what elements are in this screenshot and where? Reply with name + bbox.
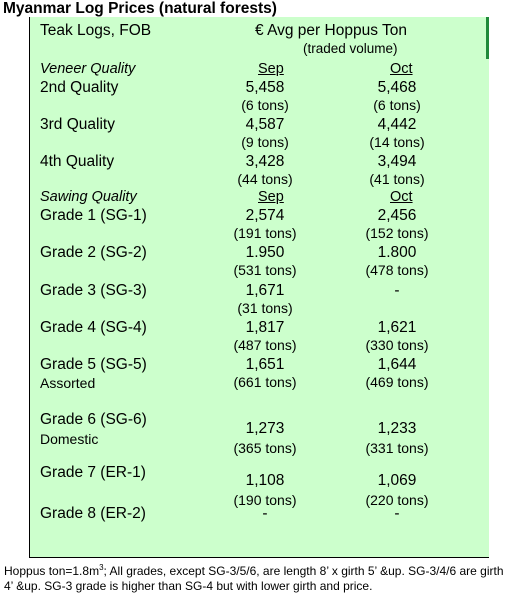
period-sep-sawing: Sep (258, 189, 284, 205)
oct-price: 2,456 (377, 207, 417, 224)
oct-volume: (330 tons) (365, 337, 429, 353)
sep-price: 1,651 (245, 356, 285, 373)
sep-volume: (190 tons) (233, 492, 297, 508)
grade-label: 3rd Quality (40, 116, 115, 133)
unit-header: € Avg per Hoppus Ton (255, 22, 407, 39)
sep-price: 4,587 (245, 116, 285, 133)
grade-label: Grade 3 (SG-3) (40, 282, 147, 299)
oct-price: 1,644 (377, 356, 417, 373)
oct-price: 5,468 (377, 79, 417, 96)
sep-price: 1,817 (245, 319, 285, 336)
sep-price: 1,273 (245, 420, 285, 437)
section-label-sawing: Sawing Quality (40, 189, 137, 205)
oct-price: - (394, 505, 400, 522)
sep-volume: (31 tons) (237, 300, 293, 316)
sep-volume: (661 tons) (233, 374, 297, 390)
section-label-veneer: Veneer Quality (40, 61, 136, 77)
panel-accent-bar (486, 17, 489, 59)
oct-volume: (469 tons) (365, 374, 429, 390)
grade-label: 2nd Quality (40, 79, 119, 96)
oct-price: 1.800 (377, 244, 417, 261)
sep-volume: (6 tons) (241, 97, 289, 113)
footnote (4, 560, 514, 594)
sep-volume: (365 tons) (233, 440, 297, 456)
grade-label: Grade 6 (SG-6) (40, 411, 147, 428)
period-oct-sawing: Oct (390, 189, 413, 205)
oct-price: - (394, 282, 400, 299)
period-oct-veneer: Oct (390, 61, 413, 77)
period-sep-veneer: Sep (258, 61, 284, 77)
oct-volume: (152 tons) (365, 225, 429, 241)
grade-label: Grade 1 (SG-1) (40, 207, 147, 224)
grade-label: Grade 4 (SG-4) (40, 319, 147, 336)
grade-sublabel: Assorted (40, 375, 96, 391)
sep-volume: (531 tons) (233, 262, 297, 278)
unit-note: (traded volume) (303, 41, 398, 56)
sep-price: - (262, 505, 268, 522)
oct-volume: (6 tons) (373, 97, 421, 113)
oct-price: 1,233 (377, 420, 417, 437)
grade-label: Grade 5 (SG-5) (40, 356, 147, 373)
oct-volume: (14 tons) (369, 134, 425, 150)
oct-price: 1,069 (377, 472, 417, 489)
sep-volume: (9 tons) (241, 134, 289, 150)
grade-sublabel: Domestic (40, 431, 99, 447)
oct-volume: (41 tons) (369, 171, 425, 187)
oct-volume: (220 tons) (365, 492, 429, 508)
sep-price: 1,671 (245, 282, 285, 299)
footnote-text: ; All grades, except SG-3/5/6, are length 8’ x girth 5’ &up. SG-3/4/6 are girth 4’ &up. SG-3 grade is higher than SG-4 but with lower girth and price. (4, 564, 504, 593)
sep-volume: (44 tons) (237, 171, 293, 187)
page-title: Myanmar Log Prices (natural forests) (3, 0, 277, 17)
sep-price: 3,428 (245, 153, 285, 170)
grade-label: Grade 8 (ER-2) (40, 505, 146, 522)
grade-label: Grade 7 (ER-1) (40, 464, 146, 481)
oct-price: 4,442 (377, 116, 417, 133)
product-header: Teak Logs, FOB (40, 22, 152, 39)
footnote-prefix: Hoppus ton=1.8m (4, 564, 100, 578)
sep-volume: (191 tons) (233, 225, 297, 241)
footnote-superscript: 3 (99, 563, 104, 572)
sep-price: 2,574 (245, 207, 285, 224)
sep-volume: (487 tons) (233, 337, 297, 353)
grade-label: 4th Quality (40, 153, 115, 170)
grade-label: Grade 2 (SG-2) (40, 244, 147, 261)
oct-price: 1,621 (377, 319, 417, 336)
oct-volume: (331 tons) (365, 440, 429, 456)
sep-price: 5,458 (245, 79, 285, 96)
oct-volume: (478 tons) (365, 262, 429, 278)
oct-price: 3,494 (377, 153, 417, 170)
sep-price: 1,108 (245, 472, 285, 489)
sep-price: 1.950 (245, 244, 285, 261)
